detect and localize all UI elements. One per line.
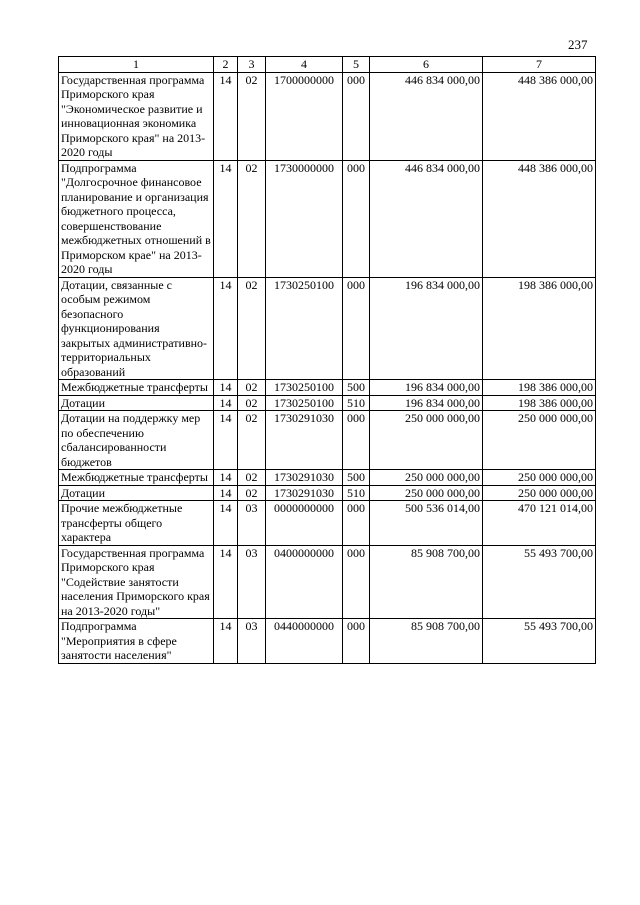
column-header-2: 2 — [214, 57, 238, 73]
column-header-1: 1 — [59, 57, 214, 73]
row-name: Межбюджетные трансферты — [59, 380, 214, 396]
row-name: Прочие межбюджетные трансферты общего характера — [59, 501, 214, 546]
column-header-3: 3 — [238, 57, 266, 73]
table-row — [59, 485, 596, 501]
table-row — [59, 395, 596, 411]
expense-type-code: 000 — [343, 501, 370, 546]
row-name: Дотации — [59, 395, 214, 411]
amount-col-7: 198 386 000,00 — [483, 277, 596, 380]
expense-type-code: 510 — [343, 485, 370, 501]
subsection-code: 02 — [238, 470, 266, 486]
subsection-code: 02 — [238, 277, 266, 380]
expense-type-code: 000 — [343, 160, 370, 277]
header-row — [59, 57, 596, 73]
expense-type-code: 000 — [343, 545, 370, 619]
subsection-code: 02 — [238, 72, 266, 160]
amount-col-7: 250 000 000,00 — [483, 470, 596, 486]
amount-col-6: 250 000 000,00 — [370, 411, 483, 470]
column-header-7: 7 — [483, 57, 596, 73]
row-name: Государственная программа Приморского края "Экономическое развитие и инновационная экономика Приморского края" на 2013-2020 годы — [59, 72, 214, 160]
section-code: 14 — [214, 380, 238, 396]
target-article-code: 1730291030 — [266, 485, 343, 501]
section-code: 14 — [214, 395, 238, 411]
target-article-code: 1730291030 — [266, 411, 343, 470]
table-row — [59, 72, 596, 160]
target-article-code: 0440000000 — [266, 619, 343, 664]
amount-col-6: 196 834 000,00 — [370, 277, 483, 380]
amount-col-6: 500 536 014,00 — [370, 501, 483, 546]
row-name: Подпрограмма "Мероприятия в сфере занятости населения" — [59, 619, 214, 664]
table-row — [59, 380, 596, 396]
expense-type-code: 510 — [343, 395, 370, 411]
column-header-4: 4 — [266, 57, 343, 73]
subsection-code: 02 — [238, 485, 266, 501]
amount-col-7: 250 000 000,00 — [483, 485, 596, 501]
table-row — [59, 277, 596, 380]
row-name: Подпрограмма "Долгосрочное финансовое планирование и организация бюджетного процесса, совершенствование межбюджетных отношений в Приморском крае" на 2013-2020 годы — [59, 160, 214, 277]
subsection-code: 03 — [238, 501, 266, 546]
amount-col-6: 250 000 000,00 — [370, 470, 483, 486]
table-row — [59, 411, 596, 470]
target-article-code: 1730000000 — [266, 160, 343, 277]
subsection-code: 02 — [238, 160, 266, 277]
amount-col-7: 198 386 000,00 — [483, 395, 596, 411]
expense-type-code: 000 — [343, 277, 370, 380]
expense-type-code: 500 — [343, 380, 370, 396]
expense-type-code: 000 — [343, 72, 370, 160]
section-code: 14 — [214, 501, 238, 546]
amount-col-6: 196 834 000,00 — [370, 395, 483, 411]
section-code: 14 — [214, 485, 238, 501]
subsection-code: 02 — [238, 395, 266, 411]
target-article-code: 0400000000 — [266, 545, 343, 619]
expense-type-code: 500 — [343, 470, 370, 486]
table-row — [59, 501, 596, 546]
section-code: 14 — [214, 72, 238, 160]
target-article-code: 1700000000 — [266, 72, 343, 160]
row-name: Межбюджетные трансферты — [59, 470, 214, 486]
amount-col-6: 85 908 700,00 — [370, 619, 483, 664]
row-name: Дотации — [59, 485, 214, 501]
amount-col-7: 448 386 000,00 — [483, 72, 596, 160]
section-code: 14 — [214, 545, 238, 619]
amount-col-7: 470 121 014,00 — [483, 501, 596, 546]
amount-col-6: 196 834 000,00 — [370, 380, 483, 396]
section-code: 14 — [214, 619, 238, 664]
amount-col-7: 250 000 000,00 — [483, 411, 596, 470]
expense-type-code: 000 — [343, 411, 370, 470]
amount-col-6: 446 834 000,00 — [370, 160, 483, 277]
section-code: 14 — [214, 277, 238, 380]
table-row — [59, 160, 596, 277]
table-row — [59, 619, 596, 664]
amount-col-6: 446 834 000,00 — [370, 72, 483, 160]
column-header-5: 5 — [343, 57, 370, 73]
row-name: Дотации, связанные с особым режимом безопасного функционирования закрытых административно-территориальных образований — [59, 277, 214, 380]
page-number: 237 — [568, 37, 588, 52]
target-article-code: 0000000000 — [266, 501, 343, 546]
target-article-code: 1730250100 — [266, 380, 343, 396]
budget-table — [58, 56, 596, 664]
expense-type-code: 000 — [343, 619, 370, 664]
amount-col-7: 448 386 000,00 — [483, 160, 596, 277]
subsection-code: 02 — [238, 411, 266, 470]
section-code: 14 — [214, 470, 238, 486]
target-article-code: 1730250100 — [266, 395, 343, 411]
section-code: 14 — [214, 160, 238, 277]
table-row — [59, 545, 596, 619]
amount-col-7: 55 493 700,00 — [483, 545, 596, 619]
amount-col-7: 198 386 000,00 — [483, 380, 596, 396]
amount-col-6: 85 908 700,00 — [370, 545, 483, 619]
amount-col-6: 250 000 000,00 — [370, 485, 483, 501]
subsection-code: 02 — [238, 380, 266, 396]
section-code: 14 — [214, 411, 238, 470]
subsection-code: 03 — [238, 545, 266, 619]
subsection-code: 03 — [238, 619, 266, 664]
target-article-code: 1730250100 — [266, 277, 343, 380]
row-name: Дотации на поддержку мер по обеспечению сбалансированности бюджетов — [59, 411, 214, 470]
column-header-6: 6 — [370, 57, 483, 73]
table-row — [59, 470, 596, 486]
target-article-code: 1730291030 — [266, 470, 343, 486]
row-name: Государственная программа Приморского края "Содействие занятости населения Приморского края на 2013-2020 годы" — [59, 545, 214, 619]
amount-col-7: 55 493 700,00 — [483, 619, 596, 664]
